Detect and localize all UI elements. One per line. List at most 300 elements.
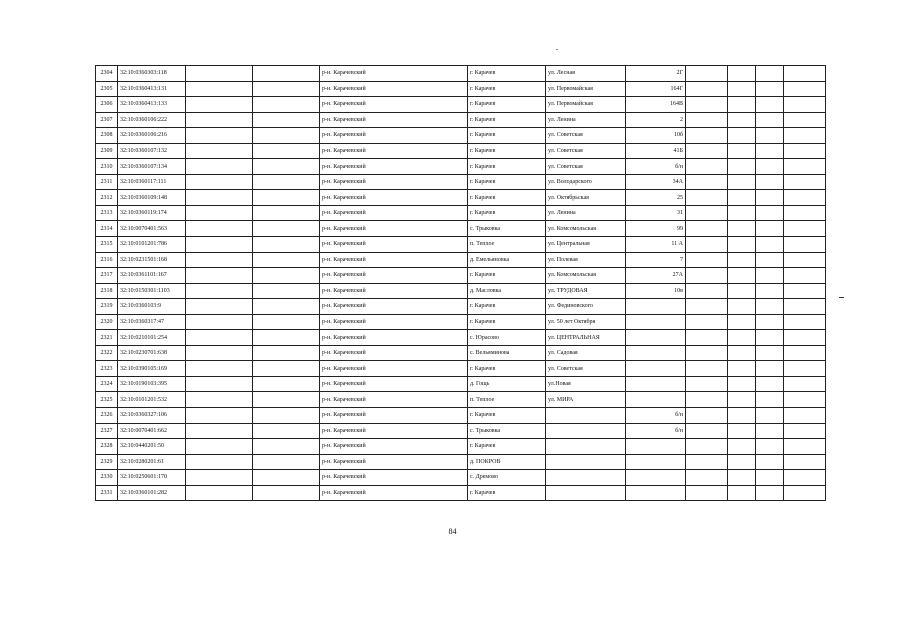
empty-cell <box>728 454 756 470</box>
empty-cell <box>728 143 756 159</box>
row-number: 2330 <box>96 470 118 486</box>
empty-cell <box>686 268 728 284</box>
cadastral-number: 32:10:0231501:168 <box>118 252 186 268</box>
row-number: 2306 <box>96 97 118 113</box>
row-number: 2319 <box>96 299 118 315</box>
settlement-name: г. Карачев <box>468 159 546 175</box>
cadastral-number: 32:10:0101201:786 <box>118 237 186 253</box>
empty-cell <box>756 268 784 284</box>
street-name: ул. Ленина <box>546 205 626 221</box>
district-name: р-н. Карачевский <box>320 423 468 439</box>
settlement-name: г. Карачев <box>468 485 546 501</box>
empty-cell <box>728 392 756 408</box>
empty-cell <box>186 345 253 361</box>
empty-cell <box>253 128 320 144</box>
cadastral-number: 32:10:0360109:148 <box>118 190 186 206</box>
empty-cell <box>686 81 728 97</box>
house-number: 164Г <box>626 81 686 97</box>
empty-cell <box>253 268 320 284</box>
empty-cell <box>728 299 756 315</box>
row-number: 2313 <box>96 205 118 221</box>
empty-cell <box>186 376 253 392</box>
house-number <box>626 376 686 392</box>
row-number: 2314 <box>96 221 118 237</box>
empty-cell <box>784 283 826 299</box>
empty-cell <box>784 159 826 175</box>
cadastral-number: 32:10:0070401:563 <box>118 221 186 237</box>
empty-cell <box>784 128 826 144</box>
empty-cell <box>253 283 320 299</box>
house-number <box>626 345 686 361</box>
empty-cell <box>686 128 728 144</box>
empty-cell <box>756 66 784 82</box>
settlement-name: г. Карачев <box>468 205 546 221</box>
empty-cell <box>728 159 756 175</box>
empty-cell <box>756 237 784 253</box>
row-number: 2323 <box>96 361 118 377</box>
empty-cell <box>253 376 320 392</box>
row-number: 2324 <box>96 376 118 392</box>
district-name: р-н. Карачевский <box>320 408 468 424</box>
cadastral-number: 32:10:0360103:9 <box>118 299 186 315</box>
district-name: р-н. Карачевский <box>320 205 468 221</box>
empty-cell <box>756 361 784 377</box>
house-number: 2Г <box>626 66 686 82</box>
empty-cell <box>756 392 784 408</box>
cadastral-number: 32:10:0360119:174 <box>118 205 186 221</box>
empty-cell <box>253 408 320 424</box>
empty-cell <box>186 237 253 253</box>
empty-cell <box>686 299 728 315</box>
empty-cell <box>756 81 784 97</box>
empty-cell <box>728 423 756 439</box>
empty-cell <box>756 252 784 268</box>
empty-cell <box>186 392 253 408</box>
row-number: 2326 <box>96 408 118 424</box>
empty-cell <box>686 439 728 455</box>
street-name: ул. Володарского <box>546 174 626 190</box>
empty-cell <box>253 485 320 501</box>
empty-cell <box>784 439 826 455</box>
district-name: р-н. Карачевский <box>320 268 468 284</box>
row-number: 2304 <box>96 66 118 82</box>
house-number: 41Б <box>626 143 686 159</box>
empty-cell <box>186 190 253 206</box>
empty-cell <box>784 66 826 82</box>
empty-cell <box>686 314 728 330</box>
empty-cell <box>728 237 756 253</box>
table-row <box>96 159 826 175</box>
street-name: ул. Фединовского <box>546 299 626 315</box>
empty-cell <box>756 408 784 424</box>
cadastral-number: 32:10:0101201:532 <box>118 392 186 408</box>
table-row <box>96 205 826 221</box>
district-name: р-н. Карачевский <box>320 314 468 330</box>
empty-cell <box>728 81 756 97</box>
settlement-name: д. Емельяновка <box>468 252 546 268</box>
empty-cell <box>186 361 253 377</box>
empty-cell <box>686 252 728 268</box>
empty-cell <box>728 439 756 455</box>
empty-cell <box>756 439 784 455</box>
cadastral-number: 32:10:0360107:134 <box>118 159 186 175</box>
empty-cell <box>756 190 784 206</box>
cadastral-number: 32:10:0360303:118 <box>118 66 186 82</box>
cadastral-number: 32:10:0361101:167 <box>118 268 186 284</box>
empty-cell <box>186 143 253 159</box>
settlement-name: г. Карачев <box>468 439 546 455</box>
empty-cell <box>186 439 253 455</box>
settlement-name: п. Теплое <box>468 392 546 408</box>
street-name <box>546 423 626 439</box>
empty-cell <box>756 221 784 237</box>
row-number: 2317 <box>96 268 118 284</box>
empty-cell <box>686 143 728 159</box>
empty-cell <box>686 392 728 408</box>
cadastral-number: 32:10:0070401:662 <box>118 423 186 439</box>
table-row <box>96 190 826 206</box>
table-row <box>96 376 826 392</box>
settlement-name: с. Вельяминова <box>468 345 546 361</box>
cadastral-number: 32:10:0360413:133 <box>118 97 186 113</box>
district-name: р-н. Карачевский <box>320 159 468 175</box>
empty-cell <box>253 314 320 330</box>
cadastral-number: 32:10:0360317:47 <box>118 314 186 330</box>
settlement-name: с. Дремово <box>468 470 546 486</box>
table-row <box>96 112 826 128</box>
row-number: 2310 <box>96 159 118 175</box>
empty-cell <box>784 205 826 221</box>
house-number: б/н <box>626 408 686 424</box>
cadastral-number: 32:10:0190103:395 <box>118 376 186 392</box>
empty-cell <box>756 314 784 330</box>
house-number <box>626 470 686 486</box>
house-number <box>626 361 686 377</box>
cadastral-number: 32:10:0360101:282 <box>118 485 186 501</box>
empty-cell <box>728 221 756 237</box>
table-row <box>96 268 826 284</box>
street-name: ул. Центральная <box>546 237 626 253</box>
district-name: р-н. Карачевский <box>320 485 468 501</box>
street-name: ул. Октябрьская <box>546 190 626 206</box>
table-row <box>96 454 826 470</box>
street-name <box>546 454 626 470</box>
empty-cell <box>756 205 784 221</box>
table-row <box>96 361 826 377</box>
empty-cell <box>253 299 320 315</box>
empty-cell <box>186 314 253 330</box>
house-number <box>626 454 686 470</box>
street-name: ул. Советская <box>546 128 626 144</box>
district-name: р-н. Карачевский <box>320 97 468 113</box>
street-name: ул. Советская <box>546 143 626 159</box>
empty-cell <box>756 485 784 501</box>
empty-cell <box>686 345 728 361</box>
empty-cell <box>728 345 756 361</box>
cadastral-number: 32:10:0360106:222 <box>118 112 186 128</box>
district-name: р-н. Карачевский <box>320 81 468 97</box>
street-name: ул. Садовая <box>546 345 626 361</box>
empty-cell <box>784 112 826 128</box>
house-number: 99 <box>626 221 686 237</box>
table-row <box>96 66 826 82</box>
table-row <box>96 470 826 486</box>
district-name: р-н. Карачевский <box>320 345 468 361</box>
empty-cell <box>253 159 320 175</box>
empty-cell <box>756 128 784 144</box>
empty-cell <box>186 159 253 175</box>
empty-cell <box>186 299 253 315</box>
cadastral-number: 32:10:0360106:216 <box>118 128 186 144</box>
cadastral-number: 32:10:0360413:131 <box>118 81 186 97</box>
empty-cell <box>686 376 728 392</box>
row-number: 2305 <box>96 81 118 97</box>
empty-cell <box>756 283 784 299</box>
settlement-name: г. Карачев <box>468 112 546 128</box>
empty-cell <box>728 408 756 424</box>
district-name: р-н. Карачевский <box>320 470 468 486</box>
row-number: 2328 <box>96 439 118 455</box>
empty-cell <box>686 174 728 190</box>
house-number: 34А <box>626 174 686 190</box>
settlement-name: г. Карачев <box>468 299 546 315</box>
empty-cell <box>253 361 320 377</box>
table-row <box>96 299 826 315</box>
empty-cell <box>686 330 728 346</box>
empty-cell <box>728 190 756 206</box>
empty-cell <box>686 454 728 470</box>
empty-cell <box>253 81 320 97</box>
empty-cell <box>728 97 756 113</box>
empty-cell <box>728 174 756 190</box>
margin-dash <box>839 297 844 298</box>
empty-cell <box>253 190 320 206</box>
district-name: р-н. Карачевский <box>320 252 468 268</box>
empty-cell <box>728 112 756 128</box>
empty-cell <box>686 190 728 206</box>
empty-cell <box>186 408 253 424</box>
settlement-name: г. Карачев <box>468 143 546 159</box>
settlement-name: с. Трыковка <box>468 221 546 237</box>
empty-cell <box>784 361 826 377</box>
empty-cell <box>253 330 320 346</box>
empty-cell <box>186 330 253 346</box>
house-number <box>626 439 686 455</box>
table-row <box>96 345 826 361</box>
district-name: р-н. Карачевский <box>320 439 468 455</box>
empty-cell <box>784 174 826 190</box>
cadastral-number: 32:10:0440201:50 <box>118 439 186 455</box>
district-name: р-н. Карачевский <box>320 128 468 144</box>
empty-cell <box>728 314 756 330</box>
table-row <box>96 174 826 190</box>
empty-cell <box>784 392 826 408</box>
district-name: р-н. Карачевский <box>320 330 468 346</box>
row-number: 2318 <box>96 283 118 299</box>
empty-cell <box>253 454 320 470</box>
empty-cell <box>784 81 826 97</box>
empty-cell <box>728 361 756 377</box>
empty-cell <box>253 392 320 408</box>
house-number: б/н <box>626 159 686 175</box>
row-number: 2325 <box>96 392 118 408</box>
empty-cell <box>756 159 784 175</box>
empty-cell <box>756 470 784 486</box>
row-number: 2312 <box>96 190 118 206</box>
district-name: р-н. Карачевский <box>320 190 468 206</box>
street-name <box>546 470 626 486</box>
row-number: 2315 <box>96 237 118 253</box>
house-number: 7 <box>626 252 686 268</box>
empty-cell <box>253 205 320 221</box>
empty-cell <box>186 174 253 190</box>
empty-cell <box>253 112 320 128</box>
street-name: ул. МИРА <box>546 392 626 408</box>
empty-cell <box>186 128 253 144</box>
district-name: р-н. Карачевский <box>320 361 468 377</box>
scan-speck <box>556 49 558 50</box>
house-number: 31 <box>626 205 686 221</box>
settlement-name: г. Карачев <box>468 268 546 284</box>
table-row <box>96 439 826 455</box>
empty-cell <box>756 299 784 315</box>
district-name: р-н. Карачевский <box>320 66 468 82</box>
empty-cell <box>728 252 756 268</box>
settlement-name: г. Карачев <box>468 408 546 424</box>
table-row <box>96 221 826 237</box>
cadastral-number: 32:10:0250601:170 <box>118 470 186 486</box>
empty-cell <box>253 252 320 268</box>
registry-body <box>96 66 826 501</box>
empty-cell <box>728 376 756 392</box>
street-name: ул. Первомайская <box>546 97 626 113</box>
empty-cell <box>756 376 784 392</box>
settlement-name: д. Масловка <box>468 283 546 299</box>
empty-cell <box>253 345 320 361</box>
empty-cell <box>253 97 320 113</box>
empty-cell <box>253 143 320 159</box>
street-name: ул. Полевая <box>546 252 626 268</box>
house-number: 27А <box>626 268 686 284</box>
empty-cell <box>784 376 826 392</box>
empty-cell <box>756 423 784 439</box>
empty-cell <box>756 345 784 361</box>
settlement-name: п. Теплое <box>468 237 546 253</box>
settlement-name: г. Карачев <box>468 128 546 144</box>
empty-cell <box>686 470 728 486</box>
empty-cell <box>186 485 253 501</box>
row-number: 2307 <box>96 112 118 128</box>
empty-cell <box>728 205 756 221</box>
empty-cell <box>756 97 784 113</box>
settlement-name: г. Карачев <box>468 361 546 377</box>
house-number: б/н <box>626 423 686 439</box>
table-row <box>96 252 826 268</box>
district-name: р-н. Карачевский <box>320 237 468 253</box>
settlement-name: г. Карачев <box>468 97 546 113</box>
cadastral-number: 32:10:0360327:106 <box>118 408 186 424</box>
empty-cell <box>784 190 826 206</box>
house-number: 2 <box>626 112 686 128</box>
empty-cell <box>784 97 826 113</box>
empty-cell <box>186 454 253 470</box>
district-name: р-н. Карачевский <box>320 112 468 128</box>
registry-table <box>95 65 826 501</box>
district-name: р-н. Карачевский <box>320 454 468 470</box>
row-number: 2309 <box>96 143 118 159</box>
table-row <box>96 423 826 439</box>
empty-cell <box>784 299 826 315</box>
cadastral-number: 32:10:0230701:638 <box>118 345 186 361</box>
empty-cell <box>186 205 253 221</box>
settlement-name: г. Карачев <box>468 81 546 97</box>
empty-cell <box>686 97 728 113</box>
empty-cell <box>686 112 728 128</box>
empty-cell <box>756 454 784 470</box>
empty-cell <box>784 330 826 346</box>
settlement-name: д. Гощь <box>468 376 546 392</box>
house-number <box>626 330 686 346</box>
table-row <box>96 408 826 424</box>
empty-cell <box>186 283 253 299</box>
settlement-name: с. Трыковка <box>468 423 546 439</box>
empty-cell <box>186 470 253 486</box>
district-name: р-н. Карачевский <box>320 221 468 237</box>
empty-cell <box>686 361 728 377</box>
street-name: ул. Советская <box>546 159 626 175</box>
house-number <box>626 314 686 330</box>
empty-cell <box>784 485 826 501</box>
empty-cell <box>756 174 784 190</box>
table-row <box>96 485 826 501</box>
empty-cell <box>756 143 784 159</box>
empty-cell <box>784 423 826 439</box>
house-number <box>626 485 686 501</box>
empty-cell <box>253 439 320 455</box>
empty-cell <box>784 143 826 159</box>
row-number: 2329 <box>96 454 118 470</box>
street-name: ул. ТРУДОВАЯ <box>546 283 626 299</box>
house-number: 164В <box>626 97 686 113</box>
house-number: 11 А <box>626 237 686 253</box>
cadastral-number: 32:10:0150301:1103 <box>118 283 186 299</box>
empty-cell <box>686 485 728 501</box>
empty-cell <box>686 66 728 82</box>
empty-cell <box>728 330 756 346</box>
empty-cell <box>686 423 728 439</box>
cadastral-number: 32:10:0360107:132 <box>118 143 186 159</box>
cadastral-number: 32:10:0390105:169 <box>118 361 186 377</box>
table-row <box>96 237 826 253</box>
empty-cell <box>728 128 756 144</box>
street-name: ул. Первомайская <box>546 81 626 97</box>
district-name: р-н. Карачевский <box>320 143 468 159</box>
empty-cell <box>784 345 826 361</box>
street-name: ул. Лесная <box>546 66 626 82</box>
row-number: 2331 <box>96 485 118 501</box>
empty-cell <box>186 81 253 97</box>
empty-cell <box>686 408 728 424</box>
page-number: 84 <box>448 527 457 536</box>
empty-cell <box>728 470 756 486</box>
street-name: ул. Комсомольская <box>546 268 626 284</box>
empty-cell <box>186 97 253 113</box>
settlement-name: г. Карачев <box>468 174 546 190</box>
table-row <box>96 81 826 97</box>
empty-cell <box>253 423 320 439</box>
empty-cell <box>686 205 728 221</box>
empty-cell <box>686 221 728 237</box>
